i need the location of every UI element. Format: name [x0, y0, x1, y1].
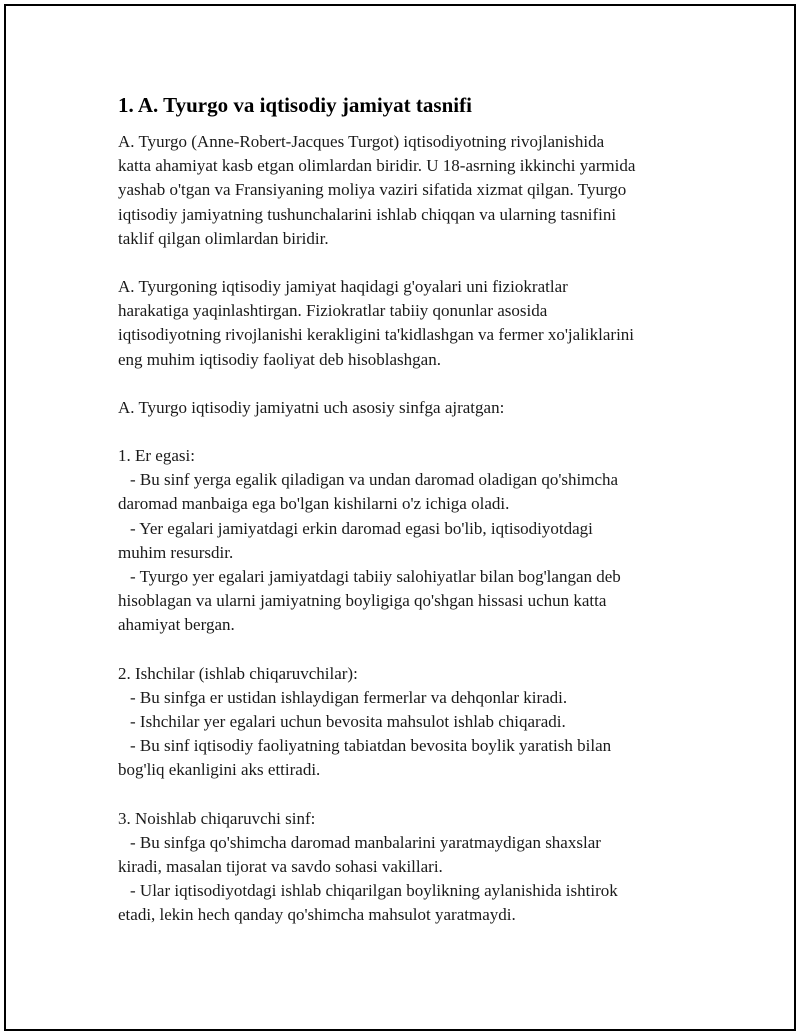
- class-point-line: daromad manbaiga ega bo'lgan kishilarni o'z ichiga oladi.: [118, 494, 510, 514]
- class-point-line: kiradi, masalan tijorat va savdo sohasi vakillari.: [118, 857, 443, 877]
- class-point: [118, 565, 718, 638]
- class-point-line: - Ishchilar yer egalari uchun bevosita mahsulot ishlab chiqaradi.: [130, 712, 566, 732]
- class-point: [118, 710, 718, 734]
- paragraph-line: eng muhim iqtisodiy faoliyat deb hisoblashgan.: [118, 349, 441, 369]
- paragraph: [118, 130, 718, 251]
- class-point-line: ahamiyat bergan.: [118, 615, 235, 635]
- paragraph-line: A. Tyurgo (Anne-Robert-Jacques Turgot) iqtisodiyotning rivojlanishida: [118, 132, 605, 151]
- class-section: [118, 662, 718, 783]
- class-point-line: - Bu sinf yerga egalik qiladigan va undan daromad oladigan qo'shimcha: [130, 470, 619, 490]
- class-point-line: - Bu sinf iqtisodiy faoliyatning tabiatdan bevosita boylik yaratish bilan: [130, 736, 612, 756]
- class-point: [118, 517, 718, 565]
- class-point: [118, 831, 718, 879]
- class-heading: 2. Ishchilar (ishlab chiqaruvchilar):: [118, 663, 358, 683]
- paragraph-line: iqtisodiy jamiyatning tushunchalarini ishlab chiqqan va ularning tasnifini: [118, 204, 617, 224]
- document-body: [118, 92, 718, 928]
- paragraph-line: A. Tyurgo iqtisodiy jamiyatni uch asosiy sinfga ajratgan:: [118, 397, 505, 417]
- class-point: [118, 686, 718, 710]
- class-point-line: - Tyurgo yer egalari jamiyatdagi tabiiy salohiyatlar bilan bog'langan deb: [130, 567, 621, 587]
- class-point-line: hisoblagan va ularni jamiyatning boyligiga qo'shgan hissasi uchun katta: [118, 591, 607, 611]
- class-section: [118, 444, 718, 638]
- paragraph-line: katta ahamiyat kasb etgan olimlardan biridir. U 18-asrning ikkinchi yarmida: [118, 156, 636, 176]
- paragraph-line: A. Tyurgoning iqtisodiy jamiyat haqidagi g'oyalari uni fiziokratlar: [118, 277, 568, 297]
- class-point-line: etadi, lekin hech qanday qo'shimcha mahsulot yaratmaydi.: [118, 905, 516, 925]
- class-heading: 1. Er egasi:: [118, 446, 195, 466]
- class-point-line: - Bu sinfga qo'shimcha daromad manbalarini yaratmaydigan shaxslar: [130, 832, 601, 852]
- paragraph: [118, 275, 718, 372]
- class-point-line: - Yer egalari jamiyatdagi erkin daromad egasi bo'lib, iqtisodiyotdagi: [130, 518, 593, 538]
- class-point: [118, 879, 718, 927]
- document-title: 1. A. Tyurgo va iqtisodiy jamiyat tasnifi: [118, 93, 472, 117]
- class-point: [118, 734, 718, 782]
- paragraph-line: harakatiga yaqinlashtirgan. Fiziokratlar tabiiy qonunlar asosida: [118, 301, 548, 321]
- class-point-line: muhim resursdir.: [118, 542, 234, 562]
- paragraph-line: taklif qilgan olimlardan biridir.: [118, 228, 329, 248]
- class-point-line: bog'liq ekanligini aks ettiradi.: [118, 760, 321, 780]
- class-section: [118, 807, 718, 928]
- paragraph-line: yashab o'tgan va Fransiyaning moliya vaziri sifatida xizmat qilgan. Tyurgo: [118, 180, 627, 200]
- class-point-line: - Bu sinfga er ustidan ishlaydigan fermerlar va dehqonlar kiradi.: [130, 687, 568, 707]
- class-heading: 3. Noishlab chiqaruvchi sinf:: [118, 808, 316, 828]
- paragraph: [118, 396, 718, 420]
- class-point-line: - Ular iqtisodiyotdagi ishlab chiqarilgan boylikning aylanishida ishtirok: [130, 881, 618, 901]
- paragraph-line: iqtisodiyotning rivojlanishi kerakligini ta'kidlashgan va fermer xo'jaliklarini: [118, 325, 635, 345]
- class-point: [118, 468, 718, 516]
